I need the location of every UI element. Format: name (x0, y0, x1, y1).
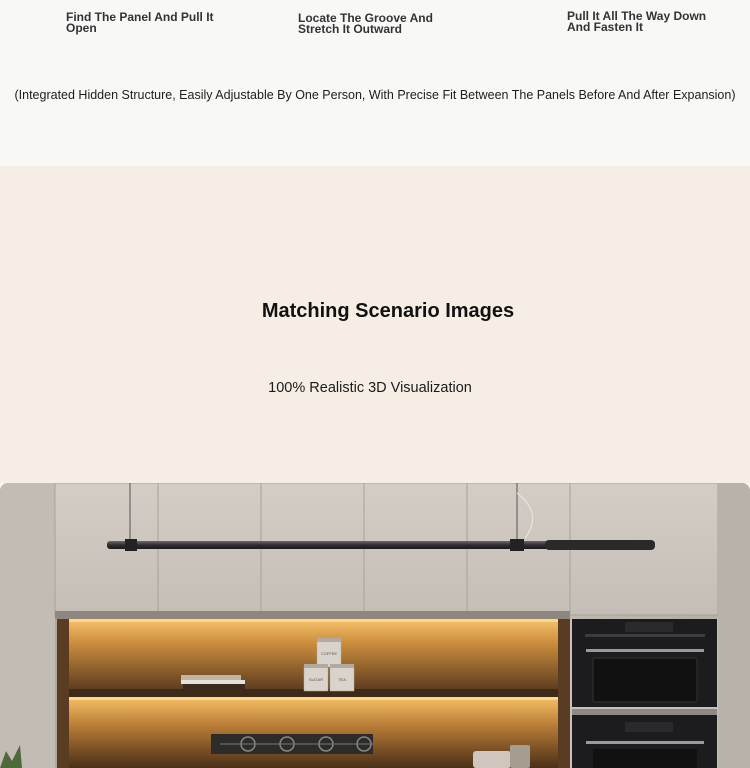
structure-note: (Integrated Hidden Structure, Easily Adjustable By One Person, With Precise Fit Between The Panels Before And After Expansion) (14, 88, 736, 102)
built-in-ovens (570, 619, 718, 768)
scenario-section (0, 166, 750, 483)
step-2-caption: Locate The Groove And Stretch It Outward (298, 11, 433, 36)
assembly-steps-section (0, 0, 750, 166)
left-wall (0, 483, 55, 768)
lit-shelving (57, 619, 570, 768)
kitchen-scene-image (0, 483, 750, 768)
canister-label-coffee: COFFEE (320, 651, 338, 656)
canister-label-sugar: SUGAR (308, 677, 324, 682)
scenario-title: Matching Scenario Images (261, 300, 515, 322)
step-1-caption: Find The Panel And Pull It Open (66, 10, 214, 35)
scenario-subtitle: 100% Realistic 3D Visualization (268, 380, 472, 396)
canister-label-tea: TEA (338, 677, 346, 682)
step-3-caption: Pull It All The Way Down And Fasten It (567, 9, 707, 34)
